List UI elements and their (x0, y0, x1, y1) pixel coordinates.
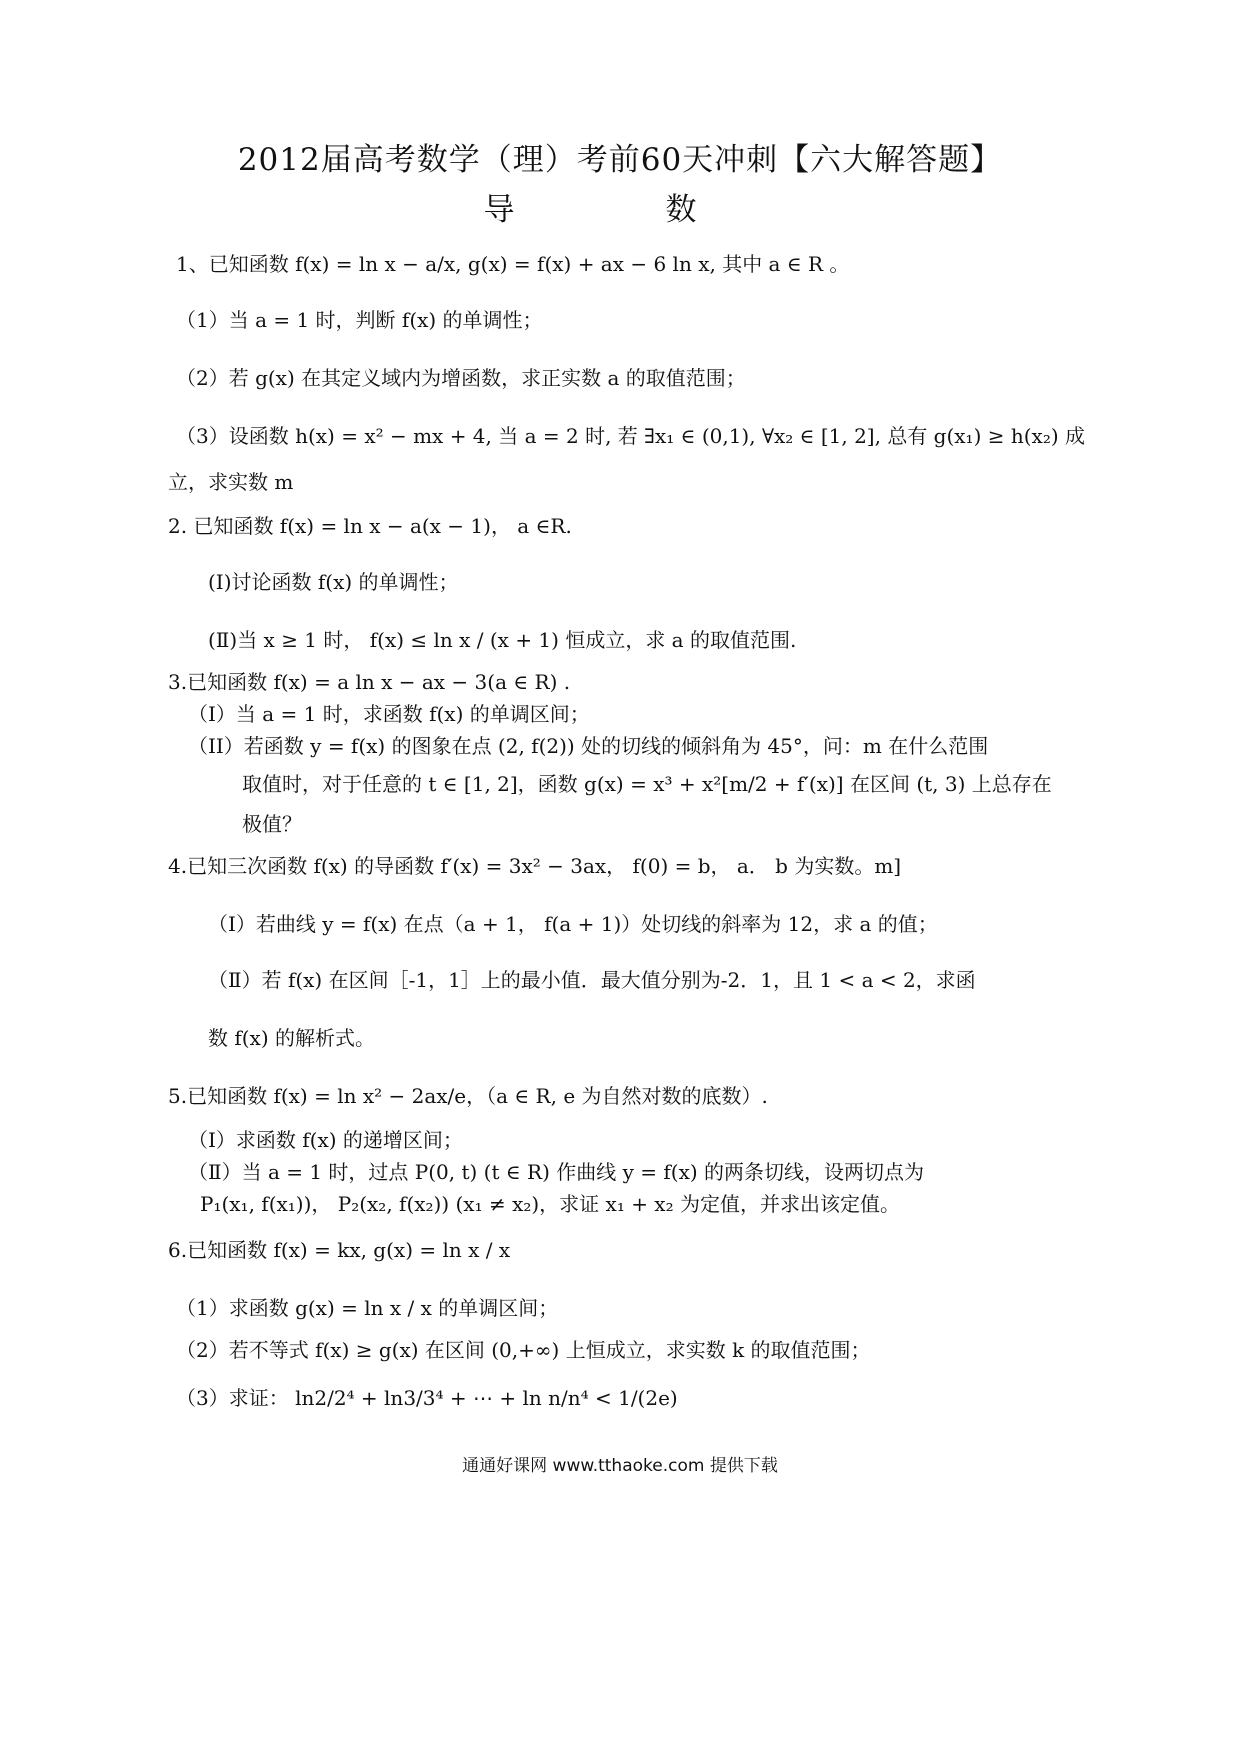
problem-1-part-3-cont: 立，求实数 m (168, 470, 294, 494)
problem-1-part-1: （1）当 a = 1 时，判断 f(x) 的单调性； (176, 308, 543, 332)
page-title: 2012届高考数学（理）考前60天冲刺【六大解答题】 (237, 142, 1003, 178)
problem-6-statement: 6.已知函数 f(x) = kx, g(x) = ln x / x (168, 1238, 511, 1262)
problem-6-part-3: （3）求证： ln2/2⁴ + ln3/3⁴ + ⋯ + ln n/n⁴ < 1/(2e) (176, 1386, 678, 1410)
problem-5-statement: 5.已知函数 f(x) = ln x² − 2ax/e，（a ∈ R, e 为自然对数的底数）. (168, 1084, 768, 1108)
problem-6-part-2: （2）若不等式 f(x) ≥ g(x) 在区间 (0,+∞) 上恒成立，求实数 k 的取值范围； (176, 1338, 871, 1362)
problem-3-part-2-cont: 取值时，对于任意的 t ∈ [1, 2]，函数 g(x) = x³ + x²[m/2 + f′(x)] 在区间 (t, 3) 上总存在 (242, 772, 1052, 796)
problem-1-part-2: （2）若 g(x) 在其定义域内为增函数，求正实数 a 的取值范围； (176, 366, 746, 390)
problem-5-part-1: （Ⅰ）求函数 f(x) 的递增区间； (188, 1128, 463, 1152)
problem-5-part-2: （Ⅱ）当 a = 1 时，过点 P(0, t) (t ∈ R) 作曲线 y = f(x) 的两条切线，设两切点为 (188, 1160, 925, 1184)
problem-1-statement: 1、已知函数 f(x) = ln x − a/x, g(x) = f(x) + ax − 6 ln x, 其中 a ∈ R 。 (176, 252, 850, 276)
problem-4-statement: 4.已知三次函数 f(x) 的导函数 f′(x) = 3x² − 3ax， f(0) = b， a． b 为实数。m] (168, 854, 902, 878)
section-title: 导 数 (483, 192, 757, 228)
problem-4-part-2-cont: 数 f(x) 的解析式。 (208, 1026, 376, 1050)
problem-2-statement: 2. 已知函数 f(x) = ln x − a(x − 1)， a ∈R. (168, 514, 572, 538)
problem-5-part-2-cont: P₁(x₁, f(x₁))， P₂(x₂, f(x₂)) (x₁ ≠ x₂)，求证 x₁ + x₂ 为定值，并求出该定值。 (200, 1192, 900, 1216)
problem-4-part-2: （Ⅱ）若 f(x) 在区间［-1，1］上的最小值．最大值分别为-2．1，且 1 < a < 2，求函 (208, 968, 976, 992)
problem-3-statement: 3.已知函数 f(x) = a ln x − ax − 3(a ∈ R) . (168, 670, 571, 694)
problem-4-part-1: （Ⅰ）若曲线 y = f(x) 在点（a + 1， f(a + 1)）处切线的斜率为 12，求 a 的值； (208, 912, 938, 936)
problem-3-part-2: （II）若函数 y = f(x) 的图象在点 (2, f(2)) 处的切线的倾斜角为 45°，问：m 在什么范围 (188, 734, 989, 758)
problem-2-part-2: (Ⅱ)当 x ≥ 1 时， f(x) ≤ ln x / (x + 1) 恒成立，求 a 的取值范围. (208, 628, 797, 652)
problem-3-part-1: （I）当 a = 1 时，求函数 f(x) 的单调区间； (188, 702, 590, 726)
problem-1-part-3: （3）设函数 h(x) = x² − mx + 4, 当 a = 2 时, 若 ∃x₁ ∈ (0,1), ∀x₂ ∈ [1, 2], 总有 g(x₁) ≥ h(x₂) 成 (176, 424, 1085, 448)
problem-6-part-1: （1）求函数 g(x) = ln x / x 的单调区间； (176, 1296, 559, 1320)
footer-credit: 通通好课网 www.tthaoke.com 提供下载 (462, 1456, 778, 1476)
problem-3-part-2-end: 极值？ (242, 812, 302, 836)
problem-2-part-1: (Ⅰ)讨论函数 f(x) 的单调性； (208, 570, 459, 594)
